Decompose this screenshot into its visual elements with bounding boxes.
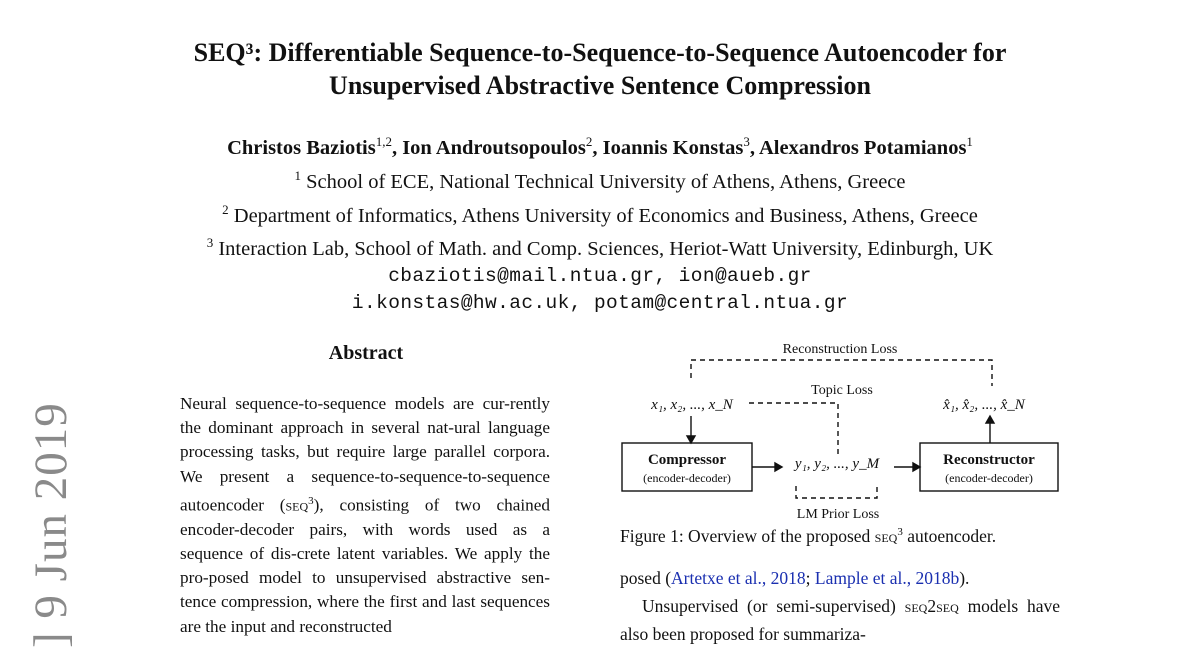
reconstructor-title: Reconstructor	[943, 452, 1035, 468]
title-line-2: Unsupervised Abstractive Sentence Compression	[329, 71, 871, 100]
affiliation-2	[0, 196, 1200, 230]
reconstruction-loss-label: Reconstruction Loss	[782, 342, 898, 357]
author-list	[0, 128, 1200, 162]
output-sequence: x̂₁, x̂₂, ..., x̂_N	[943, 397, 1025, 413]
title-line-1: SEQ³: Differentiable Sequence-to-Sequence-to-Sequence Autoencoder for	[193, 38, 1007, 67]
author-separator: ,	[391, 136, 403, 159]
affiliation-number: 2	[222, 201, 229, 217]
arrowhead	[986, 416, 994, 423]
affiliation-text: School of ECE, National Technical University of Athens, Athens, Greece	[301, 170, 906, 193]
citation-link[interactable]: Lample et al., 2018b	[814, 568, 960, 588]
body-text: posed (	[620, 568, 672, 588]
author-affiliation-mark: 1,2	[375, 134, 392, 149]
arrowhead	[913, 463, 920, 471]
compressor-subtitle: (encoder-decoder)	[643, 471, 731, 485]
topic-loss-label: Topic Loss	[811, 383, 873, 398]
body-text: ).	[959, 568, 970, 588]
seq-superscript: 3	[897, 526, 903, 539]
author-block	[0, 128, 1200, 317]
arxiv-stamp: ] 9 Jun 2019	[25, 402, 77, 648]
email-line-1: cbaziotis@mail.ntua.gr, ion@aueb.gr	[388, 265, 812, 288]
paper-title	[0, 36, 1200, 102]
body-text: models have also been proposed for summariza-	[620, 596, 1060, 644]
body-text: ;	[805, 568, 815, 588]
seq-superscript: 3	[308, 494, 314, 507]
affiliation-text: Department of Informatics, Athens University of Economics and Business, Athens, Greece	[228, 204, 978, 227]
abstract-text-part-1: Neural sequence-to-sequence models are cur-rently the dominant approach in several nat-ural language processing tasks, but require large parallel corpora. We present a sequence-to-sequence-to-sequence autoencoder (	[180, 394, 550, 515]
figure-caption	[620, 526, 996, 547]
caption-text: Figure 1: Overview of the proposed	[620, 526, 875, 546]
affiliation-3	[0, 229, 1200, 263]
author-separator: ,	[592, 136, 603, 159]
affiliation-number: 3	[206, 235, 214, 251]
author-name: Christos Baziotis	[227, 136, 376, 159]
figure-1-diagram	[614, 336, 1070, 526]
seq-term: seq	[285, 495, 309, 515]
abstract-text	[180, 392, 550, 639]
caption-text-end: autoencoder.	[902, 526, 997, 546]
affiliation-1	[0, 162, 1200, 196]
paragraph-end	[620, 564, 1060, 592]
reconstructor-subtitle: (encoder-decoder)	[945, 471, 1033, 485]
paragraph	[620, 592, 1060, 648]
body-text: Unsupervised (or semi-supervised)	[642, 596, 905, 616]
lm-prior-loss-line	[796, 486, 877, 498]
author-affiliation-mark: 2	[585, 134, 593, 149]
lm-prior-loss-label: LM Prior Loss	[796, 507, 880, 522]
body-text-right-column	[620, 564, 1060, 648]
topic-loss-line	[749, 403, 838, 454]
latent-sequence: y₁, y₂, ..., y_M	[794, 456, 880, 472]
seq2seq-term: seq2seq	[904, 596, 959, 616]
author-affiliation-mark: 3	[743, 134, 750, 149]
abstract-text-part-2: ), consisting of two chained encoder-decoder pairs, with words used as a sequence of dis-crete latent variables. We apply the pro-posed model to unsupervised abstractive sen-tence compression, where the first and last sequences are the input and reconstructed	[180, 495, 550, 636]
citation-link[interactable]: Artetxe et al., 2018	[671, 568, 806, 588]
author-affiliation-mark: 1	[966, 134, 973, 149]
arrowhead	[687, 436, 695, 443]
compressor-title: Compressor	[647, 452, 727, 468]
affiliation-number: 1	[294, 167, 301, 183]
author-separator: ,	[749, 136, 759, 159]
author-name: Ion Androutsopoulos	[402, 136, 586, 159]
author-name: Alexandros Potamianos	[758, 136, 967, 159]
seq-term: seq	[874, 526, 898, 546]
arrowhead	[775, 463, 782, 471]
email-line-2: i.konstas@hw.ac.uk, potam@central.ntua.gr	[351, 292, 849, 315]
input-sequence: x₁, x₂, ..., x_N	[651, 397, 733, 413]
abstract-heading: Abstract	[328, 342, 404, 364]
affiliation-text: Interaction Lab, School of Math. and Comp. Sciences, Heriot-Watt University, Edinburgh, UK	[213, 238, 994, 261]
author-name: Ioannis Konstas	[602, 136, 744, 159]
